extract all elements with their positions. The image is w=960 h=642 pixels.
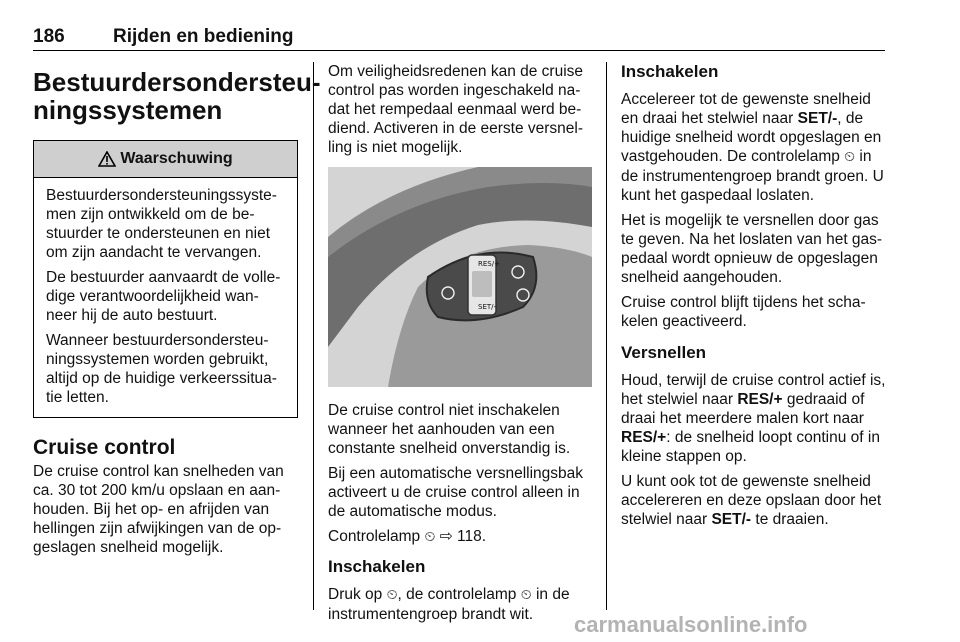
- steering-wheel-illustration: [328, 167, 592, 387]
- cruise-control-icon: ⏲: [424, 529, 436, 545]
- text: , de controlelamp: [397, 586, 521, 603]
- versnellen-heading: Versnellen: [621, 343, 707, 362]
- inschakelen-heading: Inschakelen: [621, 62, 719, 81]
- text: te draaien.: [751, 511, 829, 528]
- text: in de instrumentengroep brandt groen. U kunt het gaspedaal loslaten.: [621, 148, 884, 204]
- cruise-control-intro: De cruise control kan snelheden van ca. 30 tot 200 km/u opslaan en aan-houden. Bij het op- en afrijden van hellingen zijn afwijkingen van de op-geslagen snelheid mogelijk.: [33, 463, 284, 556]
- warning-triangle-icon: [98, 151, 116, 167]
- text: gedraaid of draai het meerdere malen kort naar: [621, 391, 865, 427]
- warning-box: [33, 140, 298, 418]
- inschakelen-heading: Inschakelen: [328, 557, 426, 576]
- res-label: RES/+: [478, 260, 500, 268]
- warning-paragraph: Wanneer bestuurdersondersteu-ningssystemen worden gebruikt, altijd op de huidige verkeerssitua-tie letten.: [46, 332, 277, 406]
- column-middle: [328, 62, 592, 630]
- column-right: [621, 62, 886, 535]
- res-label: RES/+: [737, 391, 783, 408]
- paragraph: [621, 90, 886, 205]
- cruise-control-heading: Cruise control: [33, 436, 176, 459]
- page-header: [33, 20, 885, 51]
- cruise-control-icon: ⏲: [386, 587, 398, 603]
- watermark: carmanualsonline.info: [574, 612, 808, 637]
- paragraph: Het is mogelijk te versnellen door gas te geven. Na het loslaten van het gas-pedaal wordt opnieuw de opgeslagen snelheid aangehouden.: [621, 212, 883, 286]
- cruise-control-icon: ⏲: [844, 149, 856, 165]
- section-title: Bestuurdersondersteu-ningssystemen: [33, 67, 321, 125]
- column-left: [33, 62, 321, 563]
- paragraph: Bij een automatische versnellingsbak activeert u de cruise control alleen in de automatische modus.: [328, 465, 584, 520]
- paragraph: De cruise control niet inschakelen wanneer het aanhouden van een constante snelheid onverstandig is.: [328, 402, 571, 457]
- chapter-title: Rijden en bediening: [113, 26, 294, 47]
- warning-paragraph: Bestuurdersondersteuningssyste-men zijn ontwikkeld om de be-stuurder te ondersteunen en niet om zijn aandacht te vervangen.: [46, 187, 277, 261]
- text: Controlelamp: [328, 528, 425, 545]
- text: : de snelheid loopt continu of in kleine stappen op.: [621, 429, 880, 465]
- paragraph: [328, 585, 592, 624]
- paragraph: [621, 371, 886, 466]
- page-reference-icon: ⇨: [439, 528, 453, 545]
- paragraph: [621, 472, 886, 529]
- text: , de huidige snelheid wordt opgeslagen en vastgehouden. De controlelamp: [621, 110, 882, 165]
- text: Houd, terwijl de cruise control actief is, het stelwiel naar: [621, 372, 886, 408]
- res-label: RES/+: [621, 429, 667, 446]
- text: Accelereer tot de gewenste snelheid en draai het stelwiel naar: [621, 91, 871, 127]
- warning-body: [34, 178, 297, 417]
- page-number: 186: [33, 26, 65, 47]
- column-divider: [313, 62, 314, 610]
- warning-paragraph: De bestuurder aanvaardt de volle-dige verantwoordelijkheid wan-neer hij de auto bestuurt.: [46, 269, 281, 324]
- warning-label: Waarschuwing: [120, 150, 233, 167]
- paragraph: [328, 527, 592, 547]
- set-label: SET/-: [797, 110, 838, 127]
- set-label: SET/-: [478, 303, 497, 311]
- safety-paragraph: Om veiligheidsredenen kan de cruise control pas worden ingeschakeld na-dat het rempedaal eenmaal werd be-diend. Activeren in de eerste versnel-ling is niet mogelijk.: [328, 63, 584, 156]
- text: Druk op: [328, 586, 387, 603]
- paragraph: Cruise control blijft tijdens het scha-kelen geactiveerd.: [621, 294, 866, 330]
- warning-header: [34, 141, 297, 178]
- text: U kunt ook tot de gewenste snelheid accelereren en deze opslaan door het stelwiel naar: [621, 473, 882, 528]
- page-reference: 118.: [457, 528, 487, 545]
- column-divider: [606, 62, 607, 610]
- text: in de instrumentengroep brandt wit.: [328, 586, 570, 623]
- cruise-control-icon: ⏲: [520, 587, 532, 603]
- set-label: SET/-: [711, 511, 752, 528]
